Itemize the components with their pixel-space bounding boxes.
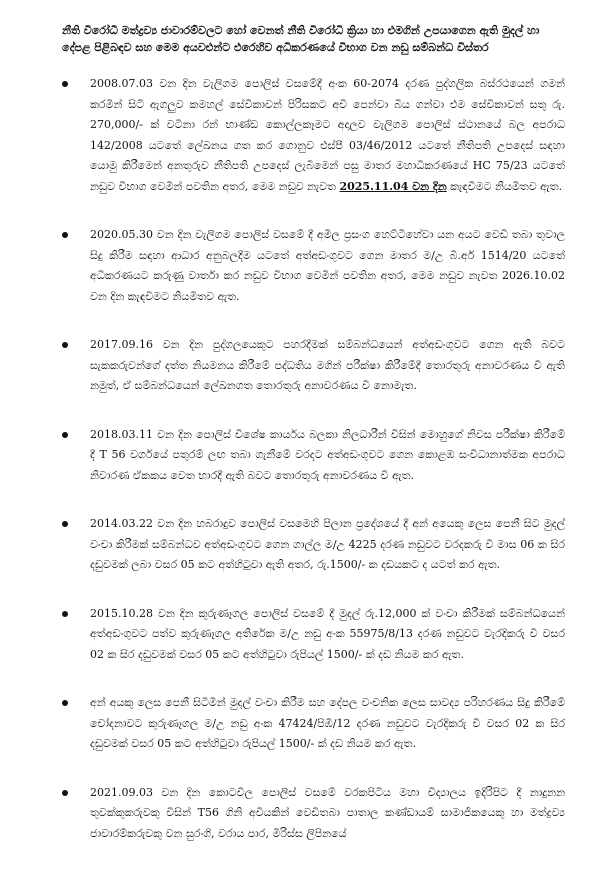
bullet-dot xyxy=(62,790,68,796)
document-heading: නීති විරෝධී මත්ද්‍රව්‍ය ජාවාරම්වලට හෝ වෙනත් නීති විරෝධී ක්‍රියා හා එමගින් උපයාගෙන ඇති මුදල් හා දේපළ පිළිබඳව සහ මෙම අයවළුන්ට එරෙහිව අධිකරණයේ විභාග වන නඩු සම්බන්ධ විස්තර xyxy=(62,24,540,54)
bullet-dot xyxy=(62,342,68,348)
case-item xyxy=(62,514,565,576)
case-item xyxy=(62,225,565,307)
case-item xyxy=(62,783,565,845)
case-item xyxy=(62,425,565,487)
bullet-dot xyxy=(62,611,68,617)
case-item xyxy=(62,74,565,197)
bullet-dot xyxy=(62,432,68,438)
bullet-dot xyxy=(62,700,68,706)
case-text: 2015.10.28 වන දින කුරුණෑගල පොලිස් වසමේ දී මුදල් රු.12,000 ක් වංචා කිරීමක් සම්බන්ධයෙන් අත්අඩංගුවට පත්ව කුරුණෑගල අතිරේක ම/උ නඩු අංක 55975/8/13 දරණ නඩුවට වැරදිකරු වී වසර 02 ක සිර දඩුවමක් වසර 05 කට අත්හිටුවා රුපියල් 1500/- ක් දඩ නියම කර ඇත. xyxy=(90,606,565,661)
case-item xyxy=(62,693,565,755)
case-text-tail: කැඳවීමට නියමිතව ඇත. xyxy=(446,179,563,193)
case-item xyxy=(62,335,565,397)
case-text: 2014.03.22 වන දින හබරාදුව පොලිස් වසමෙහි පිලාන ප්‍රදේශයේ දී අන් අයෙකු ලෙස පෙනී සිට මුදල් වංචා කිරීමක් සම්බන්ධව අත්අඩංගුවට ගෙන ගාල්ල ම/උ 4225 දරණ නඩුවට වරදකරු වී මාස 06 ක සිර දඩුවමක් ලබා වසර 05 කට අත්හිටුවා ඇති අතර, රු.1500/- ක දඩයකට ද යටත් කර ඇත. xyxy=(90,517,565,571)
case-text: අන් අයකු ලෙස පෙනී සිටිමින් මුදල් වංචා කිරීම සහ දේපල වංචනික ලෙස සාවද්‍ය පරිහරණය සිදු කිරීමේ චෝදනාවට කුරුණෑගල ම/උ නඩු අංක 47424/පිඹි/12 දරණ නඩුවට වැරදිකරු වී වසර 02 ක සිර දඩුවමක් වසර 05 කට අත්හිටුවා රුපියල් 1500/- ක් දඩ නියම කර ඇත. xyxy=(90,696,565,750)
case-text: 2008.07.03 වන දින වැලිගම පොලිස් වසමේදී අංක 60-2074 දරණ පුද්ගලික බස්රථයෙන් ගමන් කරමින් සිටි ඇගලුව කමහල් සේවිකාවන් පිරිසකට අවි පෙන්වා බිය ගන්වා එම සේවිකාවන් සතු රු. 270,000/- ක් වටිනා රන් භාණ්ඩ කොල්ලකෑමට අදාලව වැලිගම පොලිස් ස්ථානයේ බල අපරාධ 142/2008 යටතේ ලේඛනය ගත කර ගොනුව එස්පී 03/46/2012 යටතේ නීතිපති උපදෙස් සඳහා යොමු කිරීමෙන් අනතුරුව නීතිපති උපදෙස් ලැබීමෙන් පසු මාතර මහාධිකරණයේ HC 75/23 යටතේ නඩුව විභාග වෙමින් පවතින අතර, මෙම නඩුව නැවත xyxy=(90,77,565,193)
bullet-dot xyxy=(62,81,68,87)
case-text: 2017.09.16 වන දින පුද්ගලයෙකුට පහරදීමක් සම්බන්ධයෙන් අත්අඩංගුවට ගෙන ඇති බවට සැකකරුවන්ගේ දත්ත නියමනය කිරීමේ පද්ධතිය මගින් පරීක්ෂා කිරීමේදී තොරතුරු අනාවරණය වී ඇති නමුත්, ඒ සම්බන්ධයෙන් ලේඛනගත තොරතුරු අනාවරණය වී නොමැත. xyxy=(90,338,565,392)
case-text: 2018.03.11 වන දින පොලිස් විශේෂ කාර්යය බලකා නිලධාරීන් විසින් මොහුගේ නිවස පරීක්ෂා කිරීමේ දී T 56 වර්ගයේ පතුරම් ලඟ තබා ගැනීමේ වරදට අත්අඩංගුවට ගෙන කොළඹ සංවිධානාත්මක අපරාධ නිවාරණ ඒකකය වෙත භාරදී ඇති බවට තොරතුරු අනාවරණය වී ඇත. xyxy=(90,427,565,482)
case-text: 2021.09.03 වන දින කොටවිල පොලිස් වසමේ වරකපිටිය මහා විද්‍යාලය ඉදිරිපිට දී නාදුනන තුවක්කුකරුවකු විසින් T56 ගිනි අවියකින් වෙඩිතබා පාතාල කණ්ඩායම් සාමාජිකයෙකු හා මත්ද්‍රව්‍ය ජාවාරම්කරුවකු වන සුරංගි, වරාය පාර, මිරිස්ස ලිපිනයේ xyxy=(90,785,565,840)
case-date-emphasis: 2025.11.04 වන දින xyxy=(339,179,447,193)
case-text: 2020.05.30 වන දින වැලිගම පොලිස් වසමේ දී අමිල ප්‍රසංග හෙට්ටිහේවා යන අයට වෙඩි තබා තුවාල සිදු කිරීම සඳහා ආධාර අනුබලදීම යටතේ අත්අඩංගුවට ගෙන මාතර ම/උ බී.අර් 1514/20 යටතේ අධිකරණයට කරුණු වාර්තා කර නඩුව විභාග වෙමින් පවතින අතර, මෙම නඩුව නැවත 2026.10.02 වන දින කැඳවීමට නියමිතව ඇත. xyxy=(90,228,565,303)
case-list xyxy=(62,74,565,844)
case-item xyxy=(62,604,565,666)
bullet-dot xyxy=(62,232,68,238)
bullet-dot xyxy=(62,521,68,527)
